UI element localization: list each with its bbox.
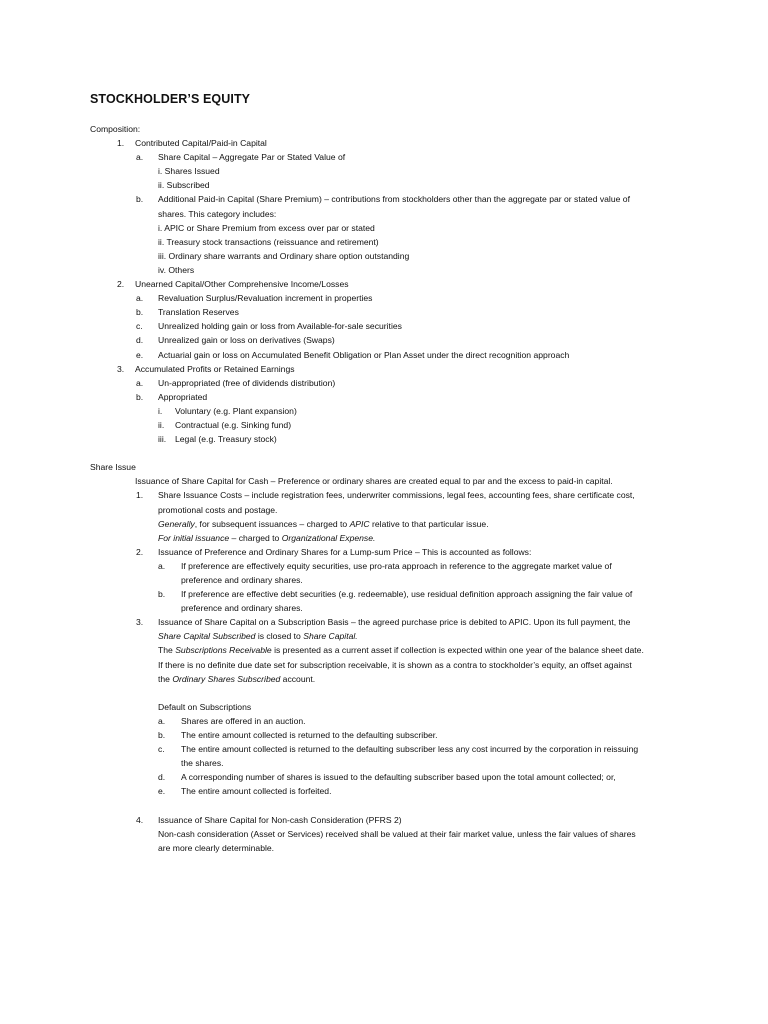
line-text — [158, 488, 635, 502]
list-marker: 3. — [136, 617, 144, 628]
text-run: Share Capital – Aggregate Par or Stated Value of — [158, 152, 346, 163]
line-text — [158, 390, 207, 404]
italic-term: For initial issuance — [158, 532, 230, 543]
text-line — [0, 629, 768, 643]
text-run: ii. Subscribed — [158, 180, 210, 191]
line-text — [181, 559, 612, 573]
text-line — [0, 432, 768, 446]
line-text — [158, 672, 315, 686]
text-run: A corresponding number of shares is issued to the defaulting subscriber based upon the total amount collected; or, — [181, 772, 616, 783]
document-body — [0, 122, 768, 855]
text-run: relative to that particular issue. — [369, 518, 489, 529]
text-line — [0, 136, 768, 150]
line-text — [181, 714, 306, 728]
text-run: – charged to — [229, 532, 282, 543]
line-text — [158, 658, 632, 672]
line-text — [158, 291, 372, 305]
text-line — [0, 178, 768, 192]
line-text — [158, 545, 531, 559]
list-marker: b. — [158, 589, 166, 600]
list-marker: b. — [136, 307, 144, 318]
text-run: Issuance of Share Capital for Non-cash Consideration (PFRS 2) — [158, 814, 402, 825]
text-run: Default on Subscriptions — [158, 701, 252, 712]
text-run: Un-appropriated (free of dividends distribution) — [158, 377, 336, 388]
italic-term: Subscriptions Receivable — [175, 645, 272, 656]
list-marker: b. — [136, 391, 144, 402]
line-text — [158, 263, 194, 277]
line-text — [175, 418, 291, 432]
text-run: Actuarial gain or loss on Accumulated Benefit Obligation or Plan Asset under the direct recognition approach — [158, 349, 570, 360]
list-marker: a. — [136, 377, 144, 388]
text-line — [0, 249, 768, 263]
line-text — [158, 376, 335, 390]
text-run: If preference are effectively equity securities, use pro-rata approach in reference to the aggregate market value of — [181, 560, 612, 571]
text-line — [0, 643, 768, 657]
line-text — [181, 728, 438, 742]
text-run: iv. Others — [158, 264, 195, 275]
line-text — [158, 517, 489, 531]
list-marker: a. — [136, 152, 144, 163]
line-text — [158, 813, 402, 827]
list-marker: iii. — [158, 434, 167, 445]
text-run: the shares. — [181, 758, 224, 769]
line-text — [135, 362, 295, 376]
text-line — [0, 503, 768, 517]
line-text — [90, 460, 136, 474]
text-run: , for subsequent issuances – charged to — [194, 518, 350, 529]
italic-term: Share Capital Subscribed — [158, 631, 256, 642]
line-text — [175, 404, 297, 418]
text-run: are more clearly determinable. — [158, 842, 275, 853]
text-line — [0, 291, 768, 305]
line-text — [158, 700, 251, 714]
italic-term: Ordinary Shares Subscribed — [172, 673, 281, 684]
text-line — [0, 333, 768, 347]
list-marker: 1. — [136, 490, 144, 501]
list-marker: 3. — [117, 363, 125, 374]
text-run: Legal (e.g. Treasury stock) — [175, 434, 277, 445]
text-run: preference and ordinary shares. — [181, 603, 303, 614]
text-line — [0, 756, 768, 770]
list-marker: d. — [158, 772, 166, 783]
line-text — [181, 573, 303, 587]
text-run: Issuance of Share Capital on a Subscription Basis – the agreed purchase price is debited to APIC. Upon its full payment, the — [158, 617, 631, 628]
text-line — [0, 784, 768, 798]
line-text — [158, 348, 569, 362]
text-line — [0, 531, 768, 545]
text-line — [0, 742, 768, 756]
list-marker: e. — [158, 786, 166, 797]
text-line — [0, 362, 768, 376]
text-line — [0, 277, 768, 291]
text-line — [0, 488, 768, 502]
line-text — [158, 150, 345, 164]
line-text — [181, 742, 638, 756]
line-text — [158, 827, 636, 841]
text-line — [0, 601, 768, 615]
text-line — [0, 841, 768, 855]
text-run: promotional costs and postage. — [158, 504, 278, 515]
text-line — [0, 813, 768, 827]
line-text — [175, 432, 277, 446]
text-run: Share Issuance Costs – include registration fees, underwriter commissions, legal fees, accounting fees, share certificate cost, — [158, 490, 635, 501]
text-line — [0, 545, 768, 559]
text-line — [0, 122, 768, 136]
text-run: Translation Reserves — [158, 307, 239, 318]
line-text — [181, 770, 616, 784]
line-text — [90, 122, 140, 136]
text-run: account. — [280, 673, 316, 684]
text-line — [0, 573, 768, 587]
list-marker: 4. — [136, 814, 144, 825]
text-run: The entire amount collected is returned to the defaulting subscriber. — [181, 730, 438, 741]
list-marker: a. — [158, 715, 166, 726]
text-line — [0, 700, 768, 714]
text-run: Accumulated Profits or Retained Earnings — [135, 363, 295, 374]
text-line — [0, 728, 768, 742]
list-marker: 2. — [117, 279, 125, 290]
text-line — [0, 235, 768, 249]
text-run: Non-cash consideration (Asset or Services) received shall be valued at their fair market value, unless the fair values of shares — [158, 828, 636, 839]
line-text — [181, 587, 632, 601]
italic-term: Organizational Expense. — [281, 532, 376, 543]
line-text — [158, 841, 274, 855]
text-line — [0, 319, 768, 333]
list-marker: e. — [136, 349, 144, 360]
line-text — [158, 333, 335, 347]
text-line — [0, 615, 768, 629]
text-run: is presented as a current asset if collection is expected within one year of the balance sheet date. — [271, 645, 644, 656]
text-line — [0, 587, 768, 601]
text-line — [0, 164, 768, 178]
text-run: Contractual (e.g. Sinking fund) — [175, 419, 292, 430]
list-marker: c. — [158, 744, 165, 755]
text-run: Share Issue — [90, 462, 136, 473]
text-line — [0, 517, 768, 531]
text-run: Appropriated — [158, 391, 208, 402]
text-line — [0, 150, 768, 164]
text-run: i. Shares Issued — [158, 166, 220, 177]
list-marker: b. — [158, 730, 166, 741]
text-run: Revaluation Surplus/Revaluation increment in properties — [158, 293, 373, 304]
text-run: Unearned Capital/Other Comprehensive Income/Losses — [135, 279, 349, 290]
text-line — [0, 207, 768, 221]
line-text — [158, 192, 630, 206]
line-text — [158, 615, 630, 629]
list-marker: 2. — [136, 546, 144, 557]
line-text — [158, 531, 375, 545]
line-text — [181, 756, 224, 770]
text-line — [0, 305, 768, 319]
line-text — [158, 629, 358, 643]
text-line — [0, 460, 768, 474]
text-line — [0, 348, 768, 362]
list-marker: d. — [136, 335, 144, 346]
line-text — [181, 784, 331, 798]
line-text — [158, 305, 239, 319]
text-run: If preference are effective debt securities (e.g. redeemable), use residual definition approach assigning the fair value of — [181, 589, 633, 600]
text-line — [0, 672, 768, 686]
text-run: preference and ordinary shares. — [181, 575, 303, 585]
line-text — [135, 474, 613, 488]
list-marker: a. — [136, 293, 144, 304]
page-title: STOCKHOLDER’S EQUITY — [90, 92, 251, 106]
text-run: If there is no definite due date set for subscription receivable, it is shown as a contra to stockholder’s equity, an offset against — [158, 659, 632, 670]
text-run: The — [158, 645, 176, 656]
text-run: Unrealized holding gain or loss from Available-for-sale securities — [158, 321, 402, 332]
list-marker: c. — [136, 321, 143, 332]
line-text — [181, 601, 303, 615]
text-run: Composition: — [90, 124, 141, 134]
italic-term: Share Capital. — [303, 631, 358, 642]
text-run: Voluntary (e.g. Plant expansion) — [175, 405, 297, 416]
text-line — [0, 263, 768, 277]
line-text — [158, 178, 210, 192]
text-run: Issuance of Share Capital for Cash – Preference or ordinary shares are created equal to par and the excess to paid-in capital. — [135, 476, 613, 487]
text-line — [0, 770, 768, 784]
italic-term: APIC — [349, 518, 370, 529]
text-line — [0, 404, 768, 418]
text-run: Shares are offered in an auction. — [181, 715, 306, 726]
text-run: shares. This category includes: — [158, 208, 277, 219]
text-line — [0, 221, 768, 235]
blank-line — [0, 799, 768, 813]
text-run: i. APIC or Share Premium from excess over par or stated — [158, 222, 375, 233]
line-text — [135, 136, 267, 150]
text-line — [0, 192, 768, 206]
blank-line — [0, 446, 768, 460]
line-text — [158, 319, 402, 333]
text-run: The entire amount collected is returned to the defaulting subscriber less any cost incurred by the corporation in reissuing — [181, 744, 639, 755]
text-run: iii. Ordinary share warrants and Ordinary share option outstanding — [158, 250, 410, 261]
text-run: Additional Paid-in Capital (Share Premium) – contributions from stockholders other than the aggregate par or stated value of — [158, 194, 630, 205]
line-text — [158, 221, 375, 235]
text-run: Contributed Capital/Paid-in Capital — [135, 138, 267, 149]
text-line — [0, 827, 768, 841]
text-run: the — [158, 673, 173, 684]
line-text — [158, 164, 220, 178]
line-text — [158, 249, 409, 263]
text-run: is closed to — [255, 631, 304, 642]
text-line — [0, 390, 768, 404]
text-line — [0, 714, 768, 728]
text-run: Issuance of Preference and Ordinary Shares for a Lump-sum Price – This is accounted as follows: — [158, 546, 532, 557]
italic-term: Generally — [158, 518, 195, 529]
text-line — [0, 658, 768, 672]
line-text — [158, 643, 644, 657]
text-line — [0, 376, 768, 390]
text-run: The entire amount collected is forfeited. — [181, 786, 332, 797]
list-marker: b. — [136, 194, 144, 205]
text-line — [0, 474, 768, 488]
list-marker: a. — [158, 560, 166, 571]
line-text — [158, 503, 277, 517]
text-line — [0, 418, 768, 432]
text-run: Unrealized gain or loss on derivatives (Swaps) — [158, 335, 335, 346]
line-text — [158, 207, 276, 221]
list-marker: ii. — [158, 419, 165, 430]
text-line — [0, 559, 768, 573]
line-text — [135, 277, 349, 291]
list-marker: i. — [158, 405, 163, 416]
blank-line — [0, 686, 768, 700]
line-text — [158, 235, 379, 249]
list-marker: 1. — [117, 138, 125, 149]
text-run: ii. Treasury stock transactions (reissuance and retirement) — [158, 236, 379, 247]
